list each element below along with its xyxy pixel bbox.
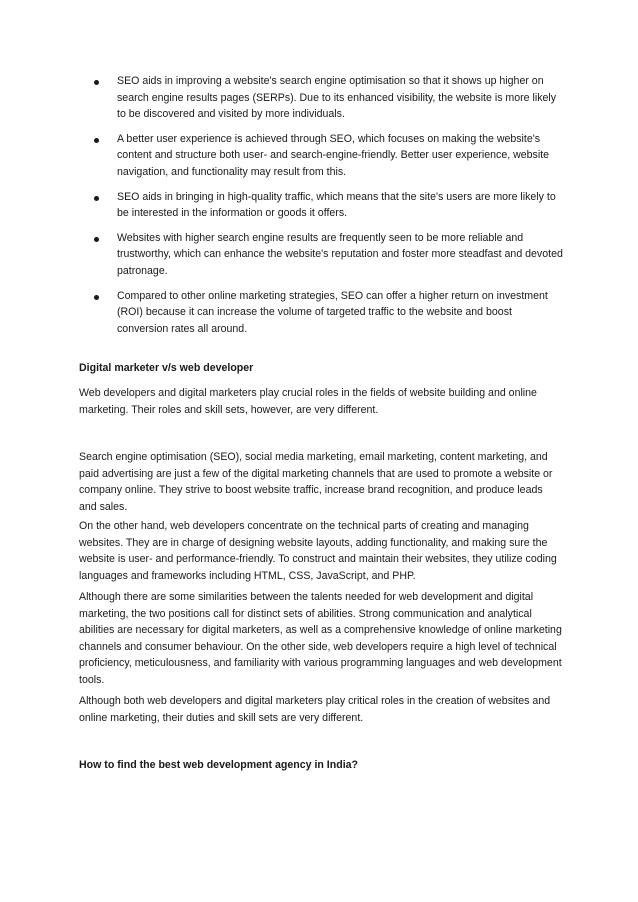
section-heading-container (79, 757, 563, 774)
paragraph-container (79, 449, 563, 515)
section-heading: Digital marketer v/s web developer (79, 362, 254, 374)
section-heading-container (79, 360, 563, 377)
bullet-icon (94, 138, 99, 143)
paragraph-container (79, 589, 563, 689)
list-item (92, 131, 564, 181)
list-item-text: SEO aids in improving a website's search engine optimisation so that it shows up higher on search engine results pages (SERPs). Due to its enhanced visibility, the website is more likely to be discovered and visited by more individuals. (117, 75, 557, 121)
list-item-text: A better user experience is achieved through SEO, which focuses on making the website's content and structure both user- and search-engine-friendly. Better user experience, website navigation, and functionality may result from this. (117, 132, 550, 178)
paragraph: Although both web developers and digital marketers play critical roles in the creation of websites and online marketing, their duties and skill sets are very different. (79, 695, 551, 724)
intro-paragraph-container (79, 385, 563, 418)
list-item-text: Compared to other online marketing strategies, SEO can offer a higher return on investment (ROI) because it can increase the volume of targeted traffic to the website and boost conversion rates all around. (117, 289, 548, 335)
section-heading: How to find the best web development agency in India? (79, 759, 358, 771)
list-item (92, 189, 564, 222)
list-item (92, 73, 564, 123)
seo-benefits-list (92, 73, 564, 345)
bullet-icon (94, 295, 99, 300)
bullet-icon (94, 80, 99, 85)
list-item-text: Websites with higher search engine results are frequently seen to be more reliable and trustworthy, which can enhance the website's reputation and foster more steadfast and devoted patronage. (117, 231, 563, 277)
paragraph: On the other hand, web developers concentrate on the technical parts of creating and managing websites. They are in charge of designing website layouts, adding functionality, and making sure the website is user- and performance-friendly. To construct and maintain their websites, they utilize coding languages and frameworks including HTML, CSS, JavaScript, and PHP. (79, 520, 557, 582)
list-item-text: SEO aids in bringing in high-quality traffic, which means that the site's users are more likely to be interested in the information or goods it offers. (117, 190, 556, 220)
bullet-icon (94, 237, 99, 242)
list-item (92, 288, 564, 338)
bullet-icon (94, 196, 99, 201)
paragraph: Search engine optimisation (SEO), social media marketing, email marketing, content marketing, and paid advertising are just a few of the digital marketing channels that are used to promote a website or company online. They strive to boost website traffic, increase brand recognition, and produce leads and sales. (79, 451, 553, 513)
list-item (92, 230, 564, 280)
paragraph: Although there are some similarities between the talents needed for web development and digital marketing, the two positions call for distinct sets of abilities. Strong communication and analytical abilities are necessary for digital marketers, as well as a comprehensive knowledge of online marketing channels and consumer behaviour. On the other side, web developers require a high level of technical proficiency, meticulousness, and familiarity with various programming languages and web development tools. (79, 591, 562, 686)
paragraph-container (79, 693, 563, 726)
paragraph-container (79, 518, 563, 584)
paragraph: Web developers and digital marketers play crucial roles in the fields of website building and online marketing. Their roles and skill sets, however, are very different. (79, 387, 537, 416)
